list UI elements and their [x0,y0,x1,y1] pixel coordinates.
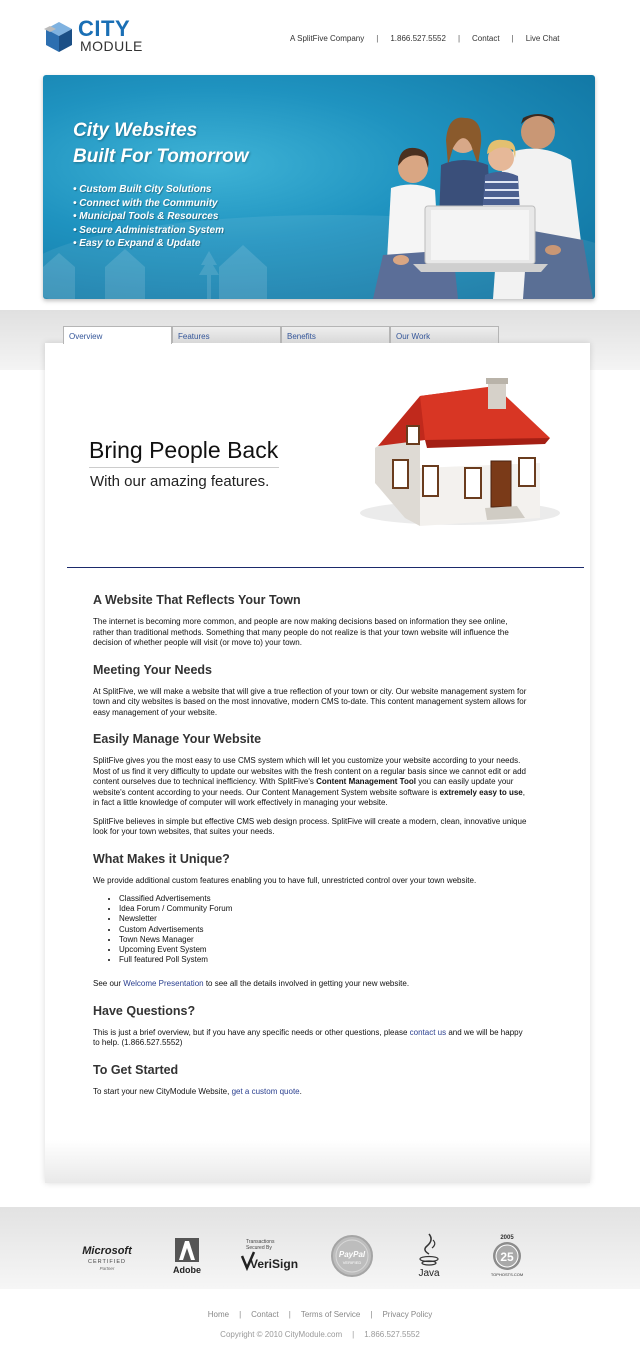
text-run: , in fact a little knowledge of computer will work effectively in managing your website. [93,787,525,807]
live-chat-link[interactable]: Live Chat [525,34,560,43]
citymodule-logo[interactable] [44,18,144,58]
section-paragraph: We provide additional custom features enabling you to have full, unrestricted control over your town website. [93,875,477,885]
text-run: See our [93,979,124,989]
nav-separator: | [511,34,514,43]
footer-contact-link[interactable]: Contact [251,1310,279,1319]
list-item: • Idea Forum / Community Forum [119,904,528,914]
section-get-started [93,1063,528,1098]
section-unique [93,852,528,990]
svg-text:CERTIFIED: CERTIFIED [88,1259,126,1265]
promo-subtitle: With our amazing features. [90,473,270,490]
section-paragraph: At SplitFive, we will make a website that will give a true reflection of your town or city. Our website management system for town and city websites is based on the most innovative, modern CMS to-date. This content management system allows for easy management of your website. [93,686,527,717]
cube-logo-icon [44,20,74,54]
section-paragraph: SplitFive believes in simple but effective CMS web design process. SplitFive will create a modern, clean, innovative unique look for your town websites, that suites your needs. [93,816,527,836]
section-paragraph [93,1028,528,1049]
section-heading: What Makes it Unique? [93,851,230,866]
nav-separator: | [457,34,461,43]
svg-text:VERIFIED: VERIFIED [342,1260,362,1265]
tab-overview[interactable]: Overview [63,326,172,344]
contact-us-link[interactable]: contact us [409,1027,447,1037]
section-paragraph [93,1087,528,1098]
tab-benefits[interactable]: Benefits [281,326,390,343]
hero-feature: • Municipal Tools & Resources [73,210,224,224]
section-paragraph [93,979,528,990]
section-heading: A Website That Reflects Your Town [93,593,301,607]
logo-text-city: CITY [78,16,131,41]
footer-terms-link[interactable]: Terms of Service [300,1310,361,1319]
svg-text:VeriSign: VeriSign [250,1257,298,1271]
footer-phone: 1.866.527.5552 [364,1330,420,1339]
footer-home-link[interactable]: Home [207,1310,230,1319]
copyright-line [0,1330,640,1339]
family-with-laptop-image [343,110,593,299]
text-run: To start your new CityModule Website, [93,1086,232,1096]
text-run: to see all the details involved in getting your new website. [203,979,410,989]
logo-text-module: MODULE [80,38,143,54]
hero-feature: • Easy to Expand & Update [73,237,224,251]
paypal-seal-icon [330,1234,374,1278]
svg-text:Secured By: Secured By [246,1245,272,1251]
promo-title: Bring People Back [89,437,279,463]
nav-separator: | [376,34,379,43]
section-heading: To Get Started [93,1062,179,1077]
bold-text: extremely easy to use [439,787,523,797]
paypal-verified-badge[interactable] [330,1232,374,1280]
java-logo-icon [412,1232,446,1280]
text-run: SplitFive gives you the most easy to use CMS system which will let you customize your website according to your needs. Most of us find it very difficulty to update our websites with the fresh content on a regular basis since we cannot edit or add content ourselves due to technical inefficiency. With SplitFive's [93,756,526,786]
svg-text:Partner: Partner [99,1266,115,1271]
verisign-logo-icon [238,1234,298,1278]
tab-features[interactable]: Features [172,326,281,343]
svg-text:PayPal: PayPal [338,1250,366,1259]
text-run: This is just a brief overview, but if you have any specific needs or other questions, please [93,1027,410,1037]
list-item: • Newsletter [119,914,528,924]
phone-number[interactable]: 1.866.527.5552 [390,34,446,43]
panel-bottom-fade [45,1140,590,1183]
hero-title-line2: Built For Tomorrow [73,146,249,167]
svg-text:Transactions: Transactions [246,1239,275,1245]
svg-text:TOPHOSTS.COM: TOPHOSTS.COM [490,1272,524,1277]
hero-feature: • Connect with the Community [73,197,224,211]
java-badge[interactable] [412,1232,446,1280]
section-heading: Have Questions? [93,1003,196,1018]
article-content [93,593,528,1111]
adobe-logo-icon [170,1236,204,1276]
list-item: • Town News Manager [119,935,528,945]
hero-feature: • Custom Built City Solutions [73,183,224,197]
svg-text:Java: Java [418,1268,440,1279]
svg-text:Adobe: Adobe [173,1265,201,1275]
section-paragraph [93,756,528,809]
svg-text:2005: 2005 [500,1235,514,1241]
contact-link[interactable]: Contact [472,34,500,43]
list-item: • Classified Advertisements [119,894,528,904]
promo-underline [89,467,279,468]
list-item: • Full featured Poll System [119,955,528,965]
feature-list [119,894,528,965]
text-run: . [299,1086,302,1096]
microsoft-logo-icon [78,1236,136,1276]
house-illustration [345,378,560,528]
section-reflects-town [93,593,528,649]
section-manage-website [93,732,528,838]
microsoft-certified-badge[interactable] [78,1232,136,1280]
company-link[interactable]: A SplitFive Company [290,34,365,43]
list-item: • Upcoming Event System [119,945,528,955]
footer-privacy-link[interactable]: Privacy Policy [382,1310,433,1319]
section-meeting-needs [93,663,528,719]
adobe-badge[interactable] [170,1232,204,1280]
footer-separator: | [239,1310,242,1319]
section-paragraph: The internet is becoming more common, and people are now making decisions based on information they see online, rather than traditional methods. Something that many people do not realize is that your town website will influence the decision of whether people will visit (or move to) your town. [93,617,509,647]
hero-banner [43,75,595,299]
tab-bar [63,326,499,344]
site-header [0,0,640,72]
footer-separator: | [288,1310,291,1319]
tophosts-award-badge[interactable] [488,1232,526,1280]
hero-feature-list [73,183,224,251]
section-questions [93,1004,528,1049]
footer-separator: | [370,1310,373,1319]
svg-text:25: 25 [500,1250,514,1264]
footer-links [0,1310,640,1319]
list-item: • Custom Advertisements [119,925,528,935]
top-navigation [290,34,559,43]
text-run: and we will be happy to help. (1.866.527.5552) [93,1027,523,1048]
hero-title-line1: City Websites [73,120,198,141]
tab-our-work[interactable]: Our Work [390,326,499,343]
award-seal-icon [488,1232,526,1280]
footer-separator: | [352,1330,355,1339]
bold-text: Content Management Tool [316,777,416,786]
section-divider [67,567,584,568]
svg-text:Microsoft: Microsoft [82,1245,132,1257]
hero-title [73,118,249,170]
welcome-presentation-link[interactable]: Welcome Presentation [123,979,204,989]
hero-feature: • Secure Administration System [73,224,224,238]
text-run: you can easily update your website's content according to your needs. Our Content Management System website software is [93,777,514,797]
section-heading: Meeting Your Needs [93,662,213,677]
section-heading: Easily Manage Your Website [93,732,262,746]
copyright-text: Copyright © 2010 CityModule.com [220,1330,343,1339]
verisign-badge[interactable] [238,1232,298,1280]
custom-quote-link[interactable]: get a custom quote [231,1086,300,1096]
